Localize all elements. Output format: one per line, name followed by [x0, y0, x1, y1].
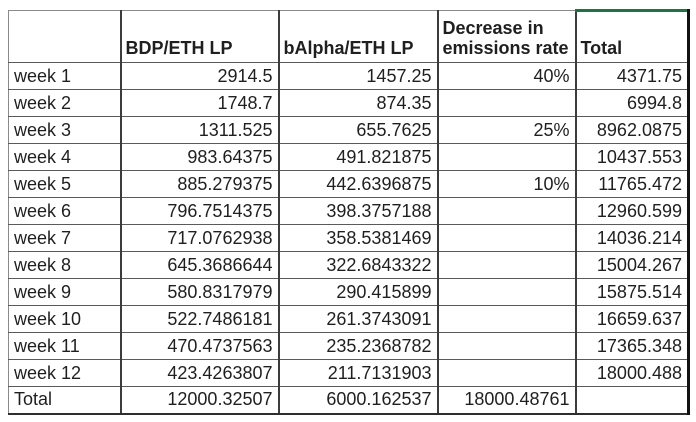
decrease-rate-cell[interactable]: [438, 252, 576, 279]
total-cell[interactable]: 6994.8: [576, 90, 689, 117]
bdp-eth-lp-cell[interactable]: 796.7514375: [121, 198, 279, 225]
header-row: [9, 11, 689, 63]
emissions-schedule-table: [8, 9, 690, 415]
row-label-cell[interactable]: week 1: [9, 63, 121, 90]
bdp-eth-lp-cell[interactable]: 717.0762938: [121, 225, 279, 252]
bdp-eth-lp-cell[interactable]: 2914.5: [121, 63, 279, 90]
table-row: [9, 144, 689, 171]
total-cell[interactable]: 17365.348: [576, 333, 689, 360]
row-label-cell[interactable]: week 4: [9, 144, 121, 171]
header-total[interactable]: Total: [576, 11, 689, 63]
bdp-eth-lp-cell[interactable]: 522.7486181: [121, 306, 279, 333]
table-row: [9, 252, 689, 279]
row-label-cell[interactable]: Total: [9, 387, 121, 414]
decrease-rate-cell[interactable]: [438, 279, 576, 306]
header-empty-cell[interactable]: [9, 11, 121, 63]
total-cell[interactable]: 11765.472: [576, 171, 689, 198]
table-row: [9, 198, 689, 225]
decrease-rate-cell[interactable]: [438, 360, 576, 387]
balpha-eth-lp-cell[interactable]: 491.821875: [279, 144, 438, 171]
decrease-rate-cell[interactable]: [438, 306, 576, 333]
row-label-cell[interactable]: week 2: [9, 90, 121, 117]
table-row: [9, 306, 689, 333]
balpha-eth-lp-cell[interactable]: 322.6843322: [279, 252, 438, 279]
row-label-cell[interactable]: week 9: [9, 279, 121, 306]
decrease-rate-cell[interactable]: [438, 333, 576, 360]
bdp-eth-lp-cell[interactable]: 1748.7: [121, 90, 279, 117]
balpha-eth-lp-cell[interactable]: 655.7625: [279, 117, 438, 144]
bdp-eth-lp-cell[interactable]: 12000.32507: [121, 387, 279, 414]
header-decrease-emissions-rate[interactable]: Decrease in emissions rate: [438, 11, 576, 63]
bdp-eth-lp-cell[interactable]: 645.3686644: [121, 252, 279, 279]
balpha-eth-lp-cell[interactable]: 261.3743091: [279, 306, 438, 333]
row-label-cell[interactable]: week 6: [9, 198, 121, 225]
table-row: [9, 63, 689, 90]
total-cell[interactable]: 15875.514: [576, 279, 689, 306]
balpha-eth-lp-cell[interactable]: 211.7131903: [279, 360, 438, 387]
table-row: [9, 360, 689, 387]
row-label-cell[interactable]: week 7: [9, 225, 121, 252]
decrease-rate-cell[interactable]: [438, 225, 576, 252]
balpha-eth-lp-cell[interactable]: 358.5381469: [279, 225, 438, 252]
decrease-rate-cell[interactable]: [438, 198, 576, 225]
balpha-eth-lp-cell[interactable]: 235.2368782: [279, 333, 438, 360]
row-label-cell[interactable]: week 5: [9, 171, 121, 198]
decrease-rate-cell[interactable]: 10%: [438, 171, 576, 198]
total-cell[interactable]: 18000.488: [576, 360, 689, 387]
balpha-eth-lp-cell[interactable]: 398.3757188: [279, 198, 438, 225]
bdp-eth-lp-cell[interactable]: 580.8317979: [121, 279, 279, 306]
bdp-eth-lp-cell[interactable]: 983.64375: [121, 144, 279, 171]
total-cell[interactable]: 4371.75: [576, 63, 689, 90]
balpha-eth-lp-cell[interactable]: 290.415899: [279, 279, 438, 306]
row-label-cell[interactable]: week 8: [9, 252, 121, 279]
header-bdp-eth-lp[interactable]: BDP/ETH LP: [121, 11, 279, 63]
row-label-cell[interactable]: week 10: [9, 306, 121, 333]
total-cell[interactable]: 12960.599: [576, 198, 689, 225]
total-cell[interactable]: 10437.553: [576, 144, 689, 171]
decrease-rate-cell[interactable]: 25%: [438, 117, 576, 144]
total-cell[interactable]: 8962.0875: [576, 117, 689, 144]
table-row: [9, 117, 689, 144]
table-row: [9, 171, 689, 198]
header-balpha-eth-lp[interactable]: bAlpha/ETH LP: [279, 11, 438, 63]
decrease-rate-cell[interactable]: [438, 144, 576, 171]
balpha-eth-lp-cell[interactable]: 1457.25: [279, 63, 438, 90]
bdp-eth-lp-cell[interactable]: 423.4263807: [121, 360, 279, 387]
decrease-rate-cell[interactable]: 40%: [438, 63, 576, 90]
total-cell[interactable]: 15004.267: [576, 252, 689, 279]
table-row: [9, 387, 689, 414]
table-row: [9, 279, 689, 306]
total-cell[interactable]: 14036.214: [576, 225, 689, 252]
bdp-eth-lp-cell[interactable]: 1311.525: [121, 117, 279, 144]
total-cell[interactable]: [576, 387, 689, 414]
table-row: [9, 90, 689, 117]
row-label-cell[interactable]: week 3: [9, 117, 121, 144]
table-row: [9, 333, 689, 360]
total-cell[interactable]: 16659.637: [576, 306, 689, 333]
table-row: [9, 225, 689, 252]
bdp-eth-lp-cell[interactable]: 470.4737563: [121, 333, 279, 360]
balpha-eth-lp-cell[interactable]: 442.6396875: [279, 171, 438, 198]
row-label-cell[interactable]: week 12: [9, 360, 121, 387]
balpha-eth-lp-cell[interactable]: 874.35: [279, 90, 438, 117]
decrease-rate-cell[interactable]: 18000.48761: [438, 387, 576, 414]
bdp-eth-lp-cell[interactable]: 885.279375: [121, 171, 279, 198]
balpha-eth-lp-cell[interactable]: 6000.162537: [279, 387, 438, 414]
decrease-rate-cell[interactable]: [438, 90, 576, 117]
row-label-cell[interactable]: week 11: [9, 333, 121, 360]
